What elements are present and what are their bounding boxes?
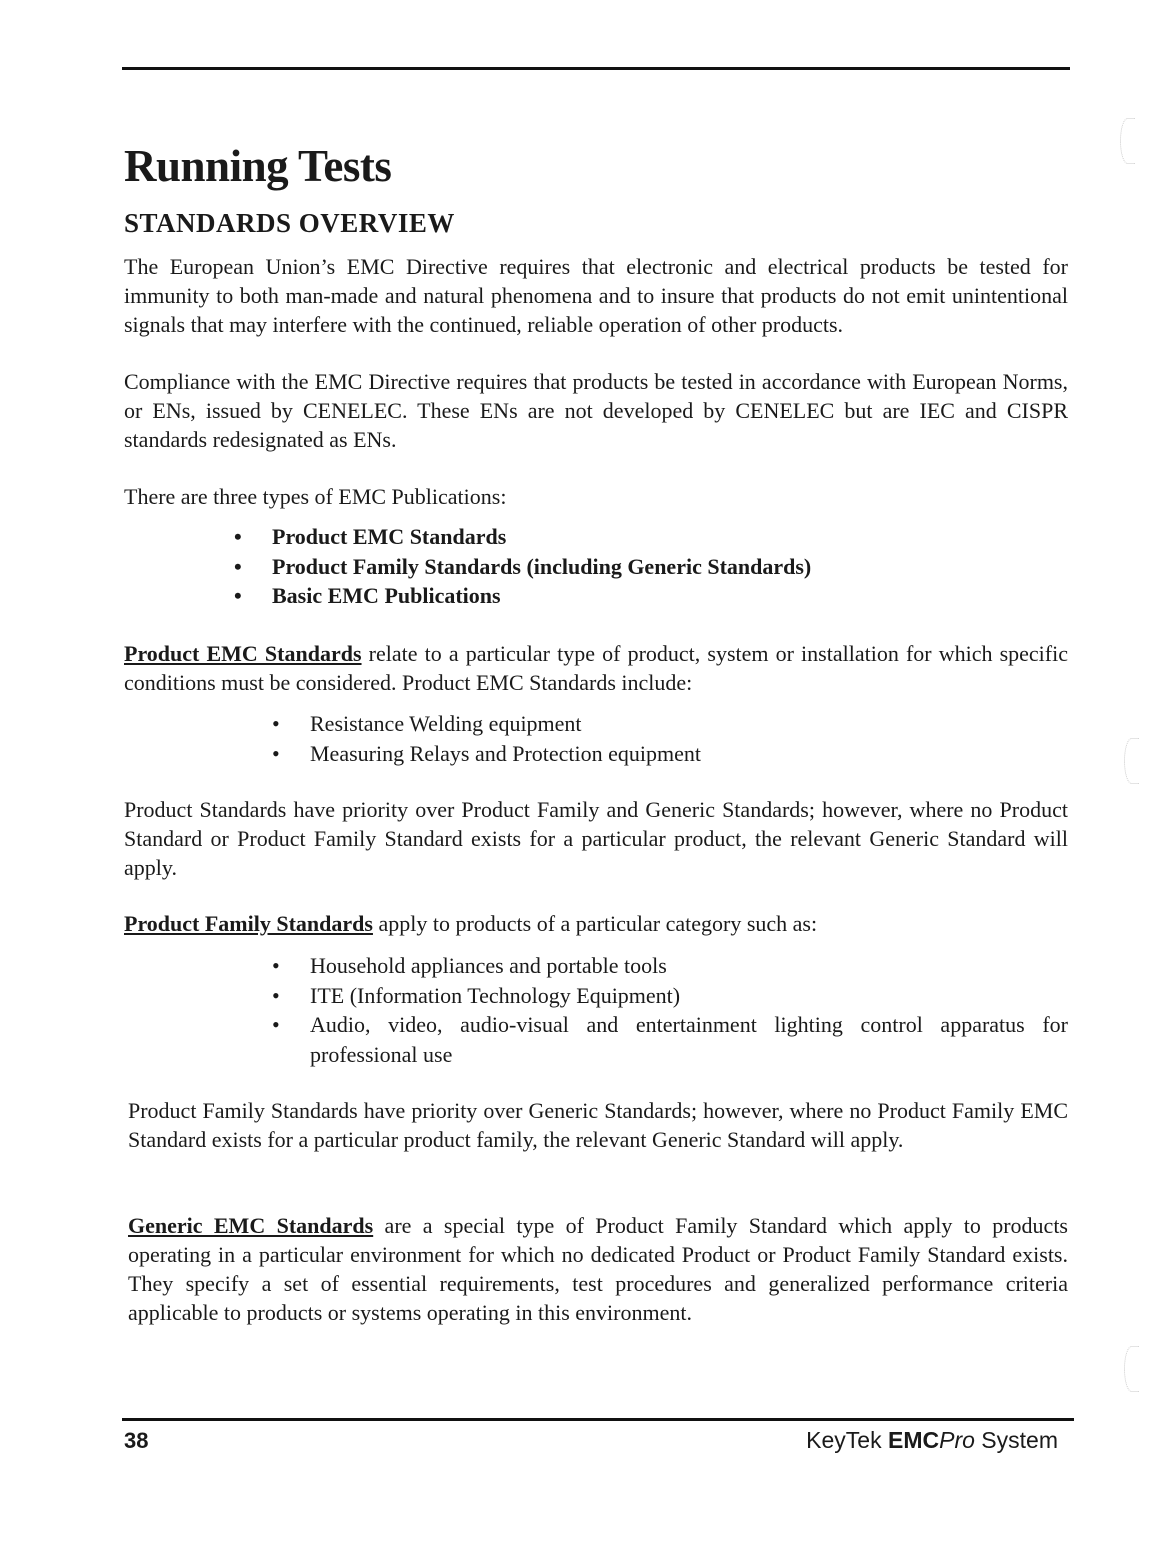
page-title: Running Tests bbox=[124, 141, 392, 191]
bullet-icon: • bbox=[272, 740, 280, 766]
binder-hole-mark bbox=[1120, 118, 1135, 164]
footer-brand: KeyTek EMCPro System bbox=[806, 1427, 1058, 1453]
family-priority-paragraph: Product Family Standards have priority over Generic Standards; however, where no Product Family EMC Standard exists for a particular product family, the relevant Generic Standard will apply. bbox=[128, 1098, 1068, 1152]
publication-types-list bbox=[234, 522, 811, 611]
product-family-list bbox=[272, 951, 1068, 1069]
intro-paragraph: The European Union’s EMC Directive requires that electronic and electrical products be tested for immunity to both man-made and natural phenomena and to insure that products do not emit unintentional signals that may interfere with the continued, reliable operation of other products. bbox=[124, 254, 1068, 337]
list-item: • Audio, video, audio-visual and entertainment lighting control apparatus for professional use bbox=[272, 1012, 1068, 1067]
list-item: • Product EMC Standards bbox=[234, 522, 811, 552]
binder-hole-mark bbox=[1124, 1346, 1139, 1392]
binder-hole-mark bbox=[1124, 738, 1139, 784]
bullet-icon: • bbox=[272, 953, 280, 978]
product-emc-paragraph: Product EMC Standards relate to a particular type of product, system or installation for which specific conditions must be considered. Product EMC Standards include: bbox=[124, 641, 1068, 695]
product-emc-term: Product EMC Standards bbox=[124, 641, 362, 666]
bullet-icon: • bbox=[234, 583, 242, 608]
product-priority-paragraph: Product Standards have priority over Product Family and Generic Standards; however, where no Product Standard or Product Family Standard exists for a particular product, the relevant Generic Standard will apply. bbox=[124, 797, 1068, 880]
bullet-icon: • bbox=[234, 553, 242, 579]
section-heading: STANDARDS OVERVIEW bbox=[124, 208, 455, 238]
compliance-paragraph: Compliance with the EMC Directive requires that products be tested in accordance with European Norms, or ENs, issued by CENELEC. These ENs are not developed by CENELEC but are IEC and CISPR standards redesignated as ENs. bbox=[124, 369, 1068, 452]
product-family-term: Product Family Standards bbox=[124, 911, 373, 936]
list-item: • Household appliances and portable tools bbox=[272, 951, 1068, 981]
generic-emc-term: Generic EMC Standards bbox=[128, 1213, 374, 1238]
top-rule bbox=[122, 67, 1070, 70]
product-family-paragraph: Product Family Standards apply to products of a particular category such as: bbox=[124, 911, 818, 936]
product-emc-list bbox=[272, 709, 701, 768]
list-item: • ITE (Information Technology Equipment) bbox=[272, 981, 1068, 1011]
types-intro: There are three types of EMC Publications: bbox=[124, 484, 507, 509]
list-item: • Measuring Relays and Protection equipment bbox=[272, 739, 701, 769]
bullet-icon: • bbox=[272, 1012, 280, 1037]
bullet-icon: • bbox=[272, 982, 280, 1008]
list-item: • Basic EMC Publications bbox=[234, 581, 811, 611]
bullet-icon: • bbox=[272, 711, 280, 736]
list-item: • Resistance Welding equipment bbox=[272, 709, 701, 739]
bullet-icon: • bbox=[234, 524, 242, 549]
generic-emc-paragraph: Generic EMC Standards are a special type of Product Family Standard which apply to products operating in a particular environment for which no dedicated Product or Product Family Standard exists. They specify a set of essential requirements, test procedures and generalized performance criteria applicable to products or systems operating in this environment. bbox=[128, 1213, 1068, 1325]
list-item: • Product Family Standards (including Generic Standards) bbox=[234, 552, 811, 582]
page-number: 38 bbox=[124, 1428, 149, 1453]
bottom-rule bbox=[122, 1418, 1074, 1421]
